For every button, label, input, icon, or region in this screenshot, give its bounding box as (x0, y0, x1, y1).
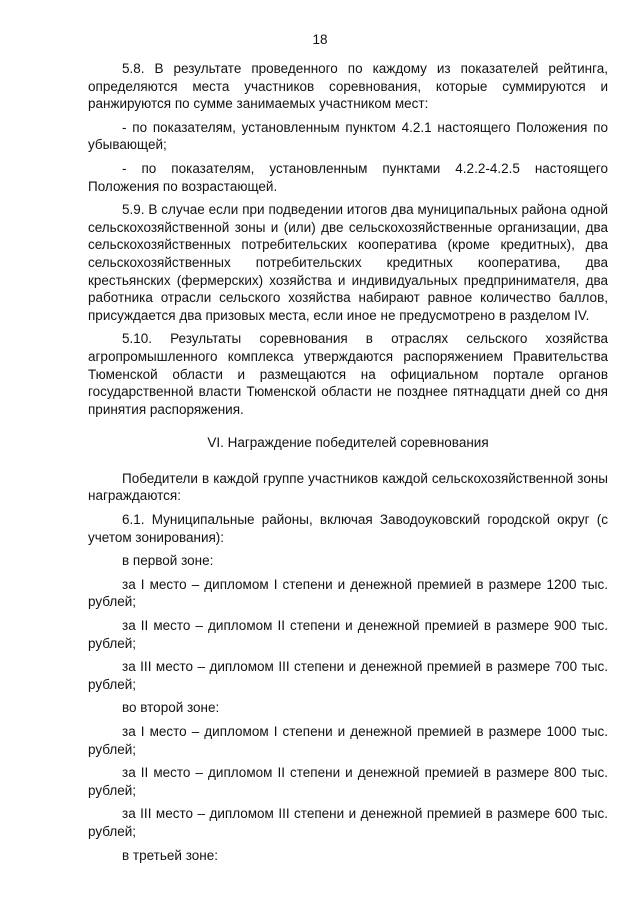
paragraph-5-9: 5.9. В случае если при подведении итогов два муниципальных района одной сельскохозяйственной зоны и (или) две сельскохозяйственные организации, два сельскохозяйственных потребительских кооператива (кроме кредитных), два сельскохозяйственных потребительских кредитных кооператива, два крестьянских (фермерских) хозяйства и индивидуальных предпринимателя, два работника отрасли сельского хозяйства набирают равное количество баллов, присуждается два призовых места, если иное не предусмотрено в разделом IV. (88, 202, 608, 323)
paragraph-winners-intro: Победители в каждой группе участников каждой сельскохозяйственной зоны награждаются: (88, 470, 608, 504)
section-heading: VI. Награждение победителей соревнования (207, 435, 489, 451)
zone-label-second: во второй зоне: (122, 700, 220, 716)
award-zone2-place2: за II место – дипломом II степени и денежной премией в размере 800 тыс. рублей; (88, 765, 608, 798)
award-zone1-place2: за II место – дипломом II степени и денежной премией в размере 900 тыс. рублей; (88, 618, 608, 651)
zone-label-third: в третьей зоне: (122, 847, 218, 863)
paragraph-list-item-descending: - по показателям, установленным пунктом 4.2.1 настоящего Положения по убывающей; (88, 119, 608, 153)
award-zone2-place3: за III место – дипломом III степени и денежной премией в размере 600 тыс. рублей; (88, 806, 608, 839)
page-number: 18 (312, 32, 328, 47)
award-zone1-place1: за I место – дипломом I степени и денежной премией в размере 1200 тыс. рублей; (88, 576, 608, 610)
paragraph-6-1: 6.1. Муниципальные районы, включая Заводоуковский городской округ (с учетом зонирования): (88, 512, 608, 545)
award-zone1-place3: за III место – дипломом III степени и денежной премией в размере 700 тыс. рублей; (88, 659, 608, 692)
document-body (88, 60, 608, 870)
paragraph-list-item-ascending: - по показателям, установленным пунктами 4.2.2-4.2.5 настоящего Положения по возрастающей. (88, 160, 608, 194)
paragraph-5-10: 5.10. Результаты соревнования в отраслях сельского хозяйства агропромышленного комплекса утверждаются распоряжением Правительства Тюменской области и размещаются на официальном портале органов государственной власти Тюменской области не позднее пятнадцати дней со дня принятия распоряжения. (88, 331, 608, 417)
zone-label-first: в первой зоне: (122, 553, 214, 569)
award-zone2-place1: за I место – дипломом I степени и денежной премией в размере 1000 тыс. рублей; (88, 724, 608, 757)
paragraph-5-8: 5.8. В результате проведенного по каждому из показателей рейтинга, определяются места участников соревнования, которые суммируются и ранжируются по сумме занимаемых участником мест: (88, 61, 608, 112)
